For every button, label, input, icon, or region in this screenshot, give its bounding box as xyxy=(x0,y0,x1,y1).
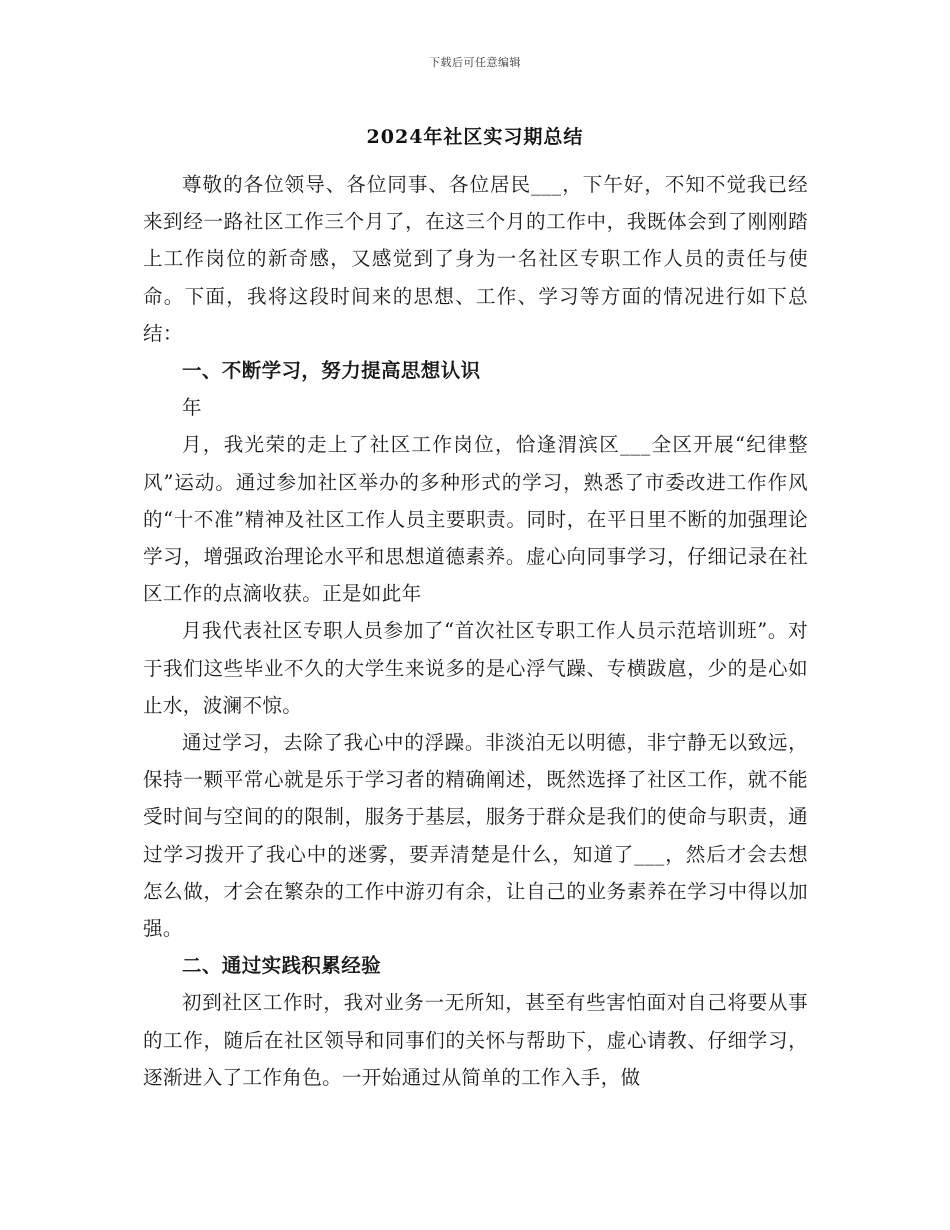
document-body xyxy=(143,166,808,1096)
paragraph-year: 年 xyxy=(182,396,202,420)
paragraph-reflection: 通过学习，去除了我心中的浮躁。非淡泊无以明德，非宁静无以致远，保持一颗平常心就是乐于学习者的精确阐述，既然选择了社区工作，就不能受时间与空间的的限制，服务于基层，服务于群众是我们的使命与职责，通过学习拨开了我心中的迷雾，要弄清楚是什么，知道了___，然后才会去想怎么做，才会在繁杂的工作中游刃有余，让自己的业务素养在学习中得以加强。 xyxy=(143,731,808,941)
document-title: 2024年社区实习期总结 xyxy=(366,126,584,148)
paragraph-study: 月，我光荣的走上了社区工作岗位，恰逢渭滨区___全区开展“纪律整风”运动。通过参加社区举办的多种形式的学习，熟悉了市委改进工作作风的“十不准”精神及社区工作人员主要职责。同时，在平日里不断的加强理论学习，增强政治理论水平和思想道德素养。虚心向同事学习，仔细记录在社区工作的点滴收获。正是如此年 xyxy=(143,433,808,606)
header-note: 下载后可任意编辑 xyxy=(429,56,521,69)
section-heading-1: 一、不断学习，努力提高思想认识 xyxy=(182,359,481,383)
paragraph-practice: 初到社区工作时，我对业务一无所知，甚至有些害怕面对自己将要从事的工作，随后在社区领导和同事们的关怀与帮助下，虚心请教、仔细学习，逐渐进入了工作角色。一开始通过从简单的工作入手，做 xyxy=(143,991,808,1089)
section-heading-2: 二、通过实践积累经验 xyxy=(182,954,382,978)
paragraph-intro: 尊敬的各位领导、各位同事、各位居民___，下午好，不知不觉我已经来到经一路社区工作三个月了，在这三个月的工作中，我既体会到了刚刚踏上工作岗位的新奇感，又感觉到了身为一名社区专职工作人员的责任与使命。下面，我将这段时间来的思想、工作、学习等方面的情况进行如下总结： xyxy=(143,173,808,345)
paragraph-training: 月我代表社区专职人员参加了“首次社区专职工作人员示范培训班”。对于我们这些毕业不久的大学生来说多的是心浮气躁、专横跋扈，少的是心如止水，波澜不惊。 xyxy=(143,619,808,717)
